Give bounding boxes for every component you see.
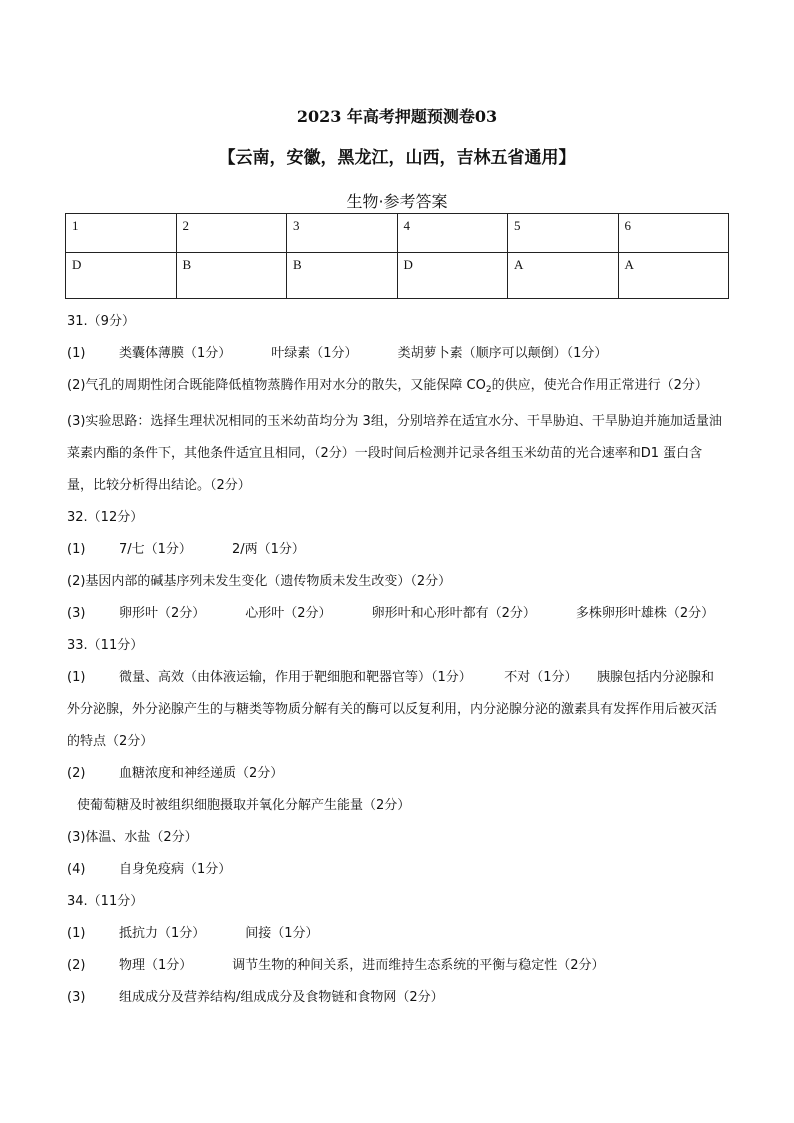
answer-text: 自身免疫病（1分） — [119, 862, 232, 877]
answer-text: 心形叶（2分） — [245, 606, 332, 621]
answer-text: 类胡萝卜素（顺序可以颠倒）（1分） — [397, 346, 608, 361]
q33-part2-continued — [67, 790, 727, 822]
answer-table — [65, 213, 729, 299]
part-number: (3) — [67, 606, 86, 621]
q32-part3 — [67, 598, 727, 630]
part-number: (3) — [67, 990, 86, 1005]
answer-text: 调节生物的种间关系，进而维持生态系统的平衡与稳定性（2分） — [232, 958, 605, 973]
q33-part4 — [67, 854, 727, 886]
table-cell: D — [66, 253, 177, 299]
table-cell: 5 — [508, 214, 619, 253]
answer-text: (2)气孔的周期性闭合既能降低植物蒸腾作用对水分的散失，又能保障 CO — [67, 378, 486, 393]
answer-text: 物理（1分） — [119, 958, 193, 973]
page-title: 2023 年高考押题预测卷03 — [296, 107, 498, 126]
answer-text: 类囊体薄膜（1分） — [119, 346, 232, 361]
table-cell: B — [176, 253, 287, 299]
page-subtitle: 【云南，安徽，黑龙江，山西，吉林五省通用】 — [218, 148, 576, 168]
q34-part2 — [67, 950, 727, 982]
answer-text: 使葡萄糖及时被组织细胞摄取并氧化分解产生能量（2分） — [77, 798, 411, 813]
answer-text: 的供应，使光合作用正常进行（2分） — [491, 378, 708, 393]
table-cell: A — [508, 253, 619, 299]
q33-part1 — [67, 662, 727, 758]
q31-part1 — [67, 338, 727, 370]
answer-text: 微量、高效（由体液运输，作用于靶细胞和靶器官等）（1分） 不对（1分） 胰腺包括内分泌腺和外分泌腺，外分泌腺产生的与糖类等物质分解有关的酶可以反复利用，内分泌腺分泌的激素具有发挥作用后被灭活的特点（2分） — [67, 670, 718, 749]
answer-content — [67, 306, 727, 1014]
answer-table-answer-row — [66, 253, 729, 299]
answer-text: 7/七（1分） — [119, 542, 192, 557]
table-cell: 6 — [618, 214, 729, 253]
table-cell: 3 — [287, 214, 398, 253]
q32-part1 — [67, 534, 727, 566]
subject-heading: 生物·参考答案 — [346, 192, 448, 211]
answer-text: 2/两（1分） — [231, 542, 305, 557]
subscript: 2 — [485, 385, 492, 395]
table-cell: A — [618, 253, 729, 299]
part-number: (2) — [67, 766, 86, 781]
q33-heading: 33.（11分） — [67, 638, 144, 653]
answer-text: 间接（1分） — [245, 926, 319, 941]
part-number: (2) — [67, 958, 86, 973]
part-number: (1) — [67, 670, 86, 685]
part-number: (4) — [67, 862, 86, 877]
table-cell: D — [397, 253, 508, 299]
table-cell: 2 — [176, 214, 287, 253]
q32-heading: 32.（12分） — [67, 510, 144, 525]
answer-text: 组成成分及营养结构/组成成分及食物链和食物网（2分） — [119, 990, 444, 1005]
part-number: (1) — [67, 542, 86, 557]
table-cell: 4 — [397, 214, 508, 253]
q32-part2: (2)基因内部的碱基序列未发生变化（遗传物质未发生改变）（2分） — [67, 574, 452, 589]
answer-table-number-row — [66, 214, 729, 253]
answer-text: 叶绿素（1分） — [271, 346, 358, 361]
part-number: (1) — [67, 346, 86, 361]
table-cell: B — [287, 253, 398, 299]
answer-text: 抵抗力（1分） — [119, 926, 206, 941]
q34-part3 — [67, 982, 727, 1014]
answer-text: 血糖浓度和神经递质（2分） — [119, 766, 284, 781]
answer-text: 多株卵形叶雄株（2分） — [575, 606, 715, 621]
q34-part1 — [67, 918, 727, 950]
table-cell: 1 — [66, 214, 177, 253]
answer-text: 卵形叶（2分） — [119, 606, 206, 621]
q31-heading: 31.（9分） — [67, 314, 135, 329]
q33-part3: (3)体温、水盐（2分） — [67, 830, 198, 845]
answer-text: 卵形叶和心形叶都有（2分） — [371, 606, 536, 621]
q34-heading: 34.（11分） — [67, 894, 144, 909]
q31-part2 — [67, 370, 727, 406]
part-number: (1) — [67, 926, 86, 941]
q33-part2 — [67, 758, 727, 790]
q31-part3: (3)实验思路：选择生理状况相同的玉米幼苗均分为 3组，分别培养在适宜水分、干旱胁迫、干旱胁迫并施加适量油菜素内酯的条件下，其他条件适宜且相同，（2分）一段时间后检测并记录各组玉米幼苗的光合速率和D1 蛋白含量，比较分析得出结论。（2分） — [67, 414, 722, 493]
